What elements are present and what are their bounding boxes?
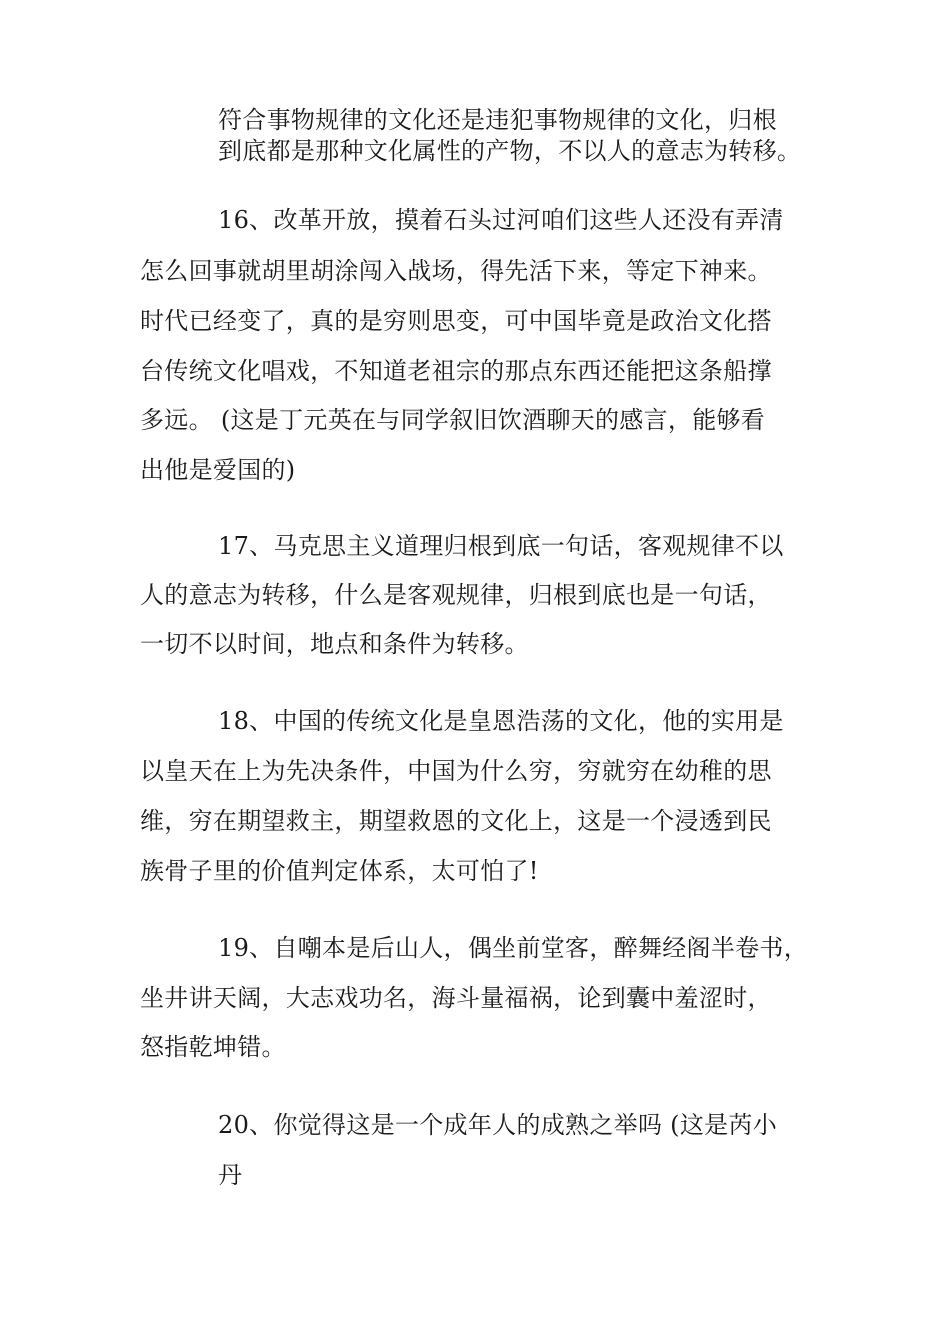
- paragraph-20-first-line: 20、你觉得这是一个成年人的成熟之举吗 (这是芮小: [218, 1111, 778, 1139]
- text-line: 时代已经变了，真的是穷则思变，可中国毕竟是政治文化搭: [140, 307, 772, 335]
- paragraph-16-first-line: 16、改革开放，摸着石头过河咱们这些人还没有弄清: [218, 206, 784, 234]
- text-line: 以皇天在上为先决条件，中国为什么穷，穷就穷在幼稚的思: [140, 757, 772, 785]
- paragraph-17-first-line: 17、马克思主义道理归根到底一句话，客观规律不以: [218, 532, 784, 560]
- text-line: 坐井讲天阔，大志戏功名，海斗量福祸，论到囊中羞涩时，: [140, 984, 772, 1012]
- text-line: 一切不以时间，地点和条件为转移。: [140, 630, 529, 658]
- text-line: 到底都是那种文化属性的产物，不以人的意志为转移。: [218, 137, 802, 165]
- text-line: 出他是爱国的): [140, 456, 296, 484]
- text-line: 怎么回事就胡里胡涂闯入战场，得先活下来，等定下神来。: [140, 257, 772, 285]
- paragraph-19-first-line: 19、自嘲本是后山人，偶坐前堂客，醉舞经阁半卷书，: [218, 934, 809, 962]
- text-line: 台传统文化唱戏，不知道老祖宗的那点东西还能把这条船撑: [140, 357, 772, 385]
- text-line: 符合事物规律的文化还是违犯事物规律的文化，归根: [218, 106, 777, 134]
- text-line: 族骨子里的价值判定体系，太可怕了!: [140, 857, 539, 885]
- text-line: 丹: [218, 1161, 243, 1189]
- text-line: 人的意志为转移，什么是客观规律，归根到底也是一句话，: [140, 581, 772, 609]
- text-line: 怒指乾坤错。: [140, 1033, 286, 1061]
- paragraph-18-first-line: 18、中国的传统文化是皇恩浩荡的文化，他的实用是: [218, 707, 784, 735]
- text-line: 维，穷在期望救主，期望救恩的文化上，这是一个浸透到民: [140, 807, 772, 835]
- text-line: 多远。 (这是丁元英在与同学叙旧饮酒聊天的感言，能够看: [140, 406, 766, 434]
